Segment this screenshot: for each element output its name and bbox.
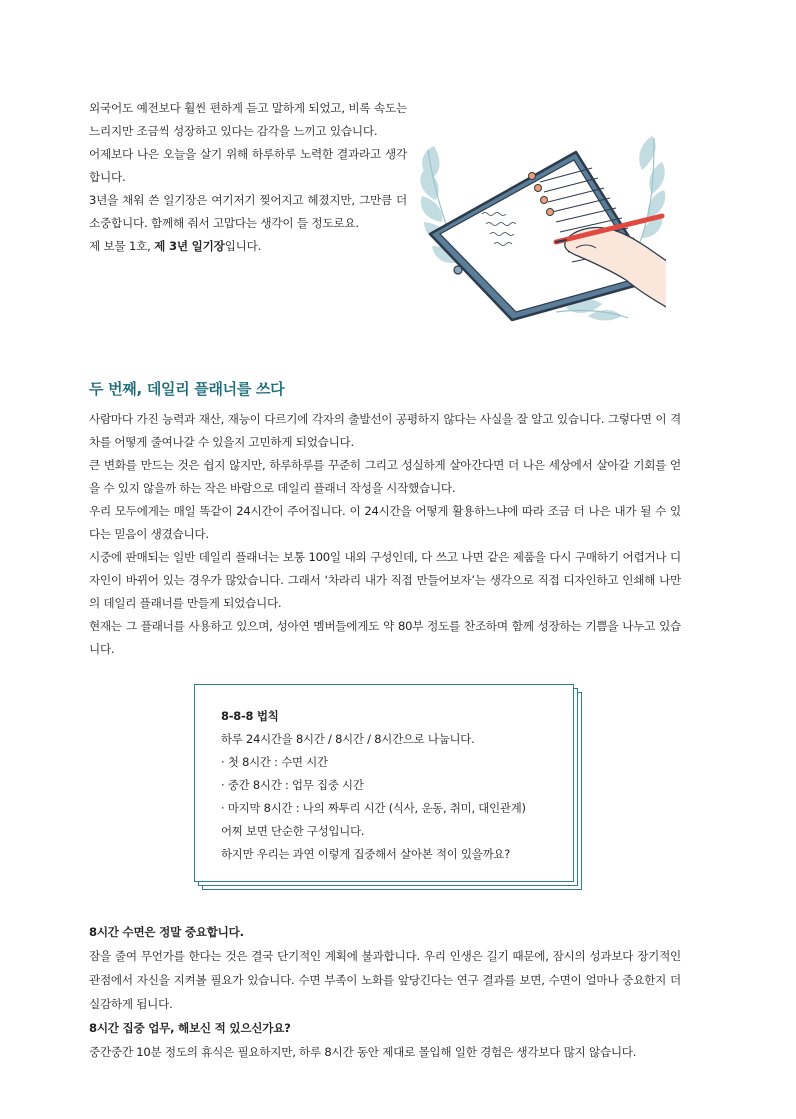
planner-clasp [454,266,462,274]
body-paragraph: 사람마다 가진 능력과 재산, 재능이 다르기에 각자의 출발선이 공평하지 않다는 사실을 잘 알고 있습니다. 그렇다면 이 격차를 어떻게 줄여나갈 수 있을지 고민하게 되었습니다. [89,412,681,449]
body-paragraph: 현재는 그 플래너를 사용하고 있으며, 성아연 멤버들에게도 약 80부 정도를 찬조하며 함께 성장하는 기쁨을 나누고 있습니다. [89,619,681,656]
section-title: 두 번째, 데일리 플래너를 쓰다 [89,380,285,398]
intro-caption [89,235,407,258]
sleep-paragraph: 잠을 줄여 무언가를 한다는 것은 결국 단기적인 계획에 불과합니다. 우리 인생은 길기 때문에, 잠시의 성과보다 장기적인 관점에서 자신을 지켜볼 필요가 있습니다. 수면 부족이 노화를 앞당긴다는 연구 결과를 보면, 수면이 얼마나 중요한지 더 실감하게 됩니다. [89,949,681,1011]
box-line: · 첫 8시간 : 수면 시간 [221,755,328,769]
bottom-section [89,920,681,1064]
box-front-sheet [194,684,574,882]
box-content [221,705,561,866]
intro-paragraph: 외국어도 예전보다 훨씬 편하게 듣고 말하게 되었고, 비록 속도는 느리지만 조금씩 성장하고 있다는 감각을 느끼고 있습니다. [89,101,407,138]
diary-writing-illustration [416,130,666,322]
subheading-focus: 8시간 집중 업무, 해보신 적 있으신가요? [89,1021,291,1035]
box-title: 8-8-8 법칙 [221,709,279,723]
caption-bold: 제 3년 일기장 [154,239,225,253]
box-line: 하루 24시간을 8시간 / 8시간 / 8시간으로 나눕니다. [221,732,475,746]
rule-box [194,684,586,898]
body-paragraph: 시중에 판매되는 일반 데일리 플래너는 보통 100일 내외 구성인데, 다 쓰고 나면 같은 제품을 다시 구매하기 어렵거나 디자인이 바뀌어 있는 경우가 많았습니다. 그래서 ‘차라리 내가 직접 만들어보자’는 생각으로 직접 디자인하고 인쇄해 나만의 데일리 플래너를 만들게 되었습니다. [89,550,681,610]
intro-paragraph: 어제보다 나은 오늘을 살기 위해 하루하루 노력한 결과라고 생각합니다. [89,147,407,184]
body-paragraph: 큰 변화를 만드는 것은 쉽지 않지만, 하루하루를 꾸준히 그리고 성실하게 살아간다면 더 나은 세상에서 살아갈 기회를 얻을 수 있지 않을까 하는 작은 바람으로 데일리 플래너 작성을 시작했습니다. [89,458,681,495]
caption-prefix: 제 보물 1호, [89,239,155,253]
box-line: · 마지막 8시간 : 나의 짜투리 시간 (식사, 운동, 취미, 대인관계) [221,801,526,815]
body-paragraph: 우리 모두에게는 매일 똑같이 24시간이 주어집니다. 이 24시간을 어떻게 활용하느냐에 따라 조금 더 나은 내가 될 수 있다는 믿음이 생겼습니다. [89,504,681,541]
intro-text [89,97,407,258]
section-body [89,408,681,661]
subheading-sleep: 8시간 수면은 정말 중요합니다. [89,925,244,939]
caption-suffix: 입니다. [224,239,262,253]
intro-paragraph: 3년을 채워 쓴 일기장은 여기저기 찢어지고 헤졌지만, 그만큼 더 소중합니다. 함께해 줘서 고맙다는 생각이 들 정도로요. [89,193,407,230]
focus-paragraph: 중간중간 10분 정도의 휴식은 필요하지만, 하루 8시간 동안 제대로 몰입해 일한 경험은 생각보다 많지 않습니다. [89,1045,637,1059]
box-line: 어찌 보면 단순한 구성입니다. [221,824,365,838]
box-line: · 중간 8시간 : 업무 집중 시간 [221,778,364,792]
box-line: 하지만 우리는 과연 이렇게 집중해서 살아본 적이 있을까요? [221,847,511,861]
